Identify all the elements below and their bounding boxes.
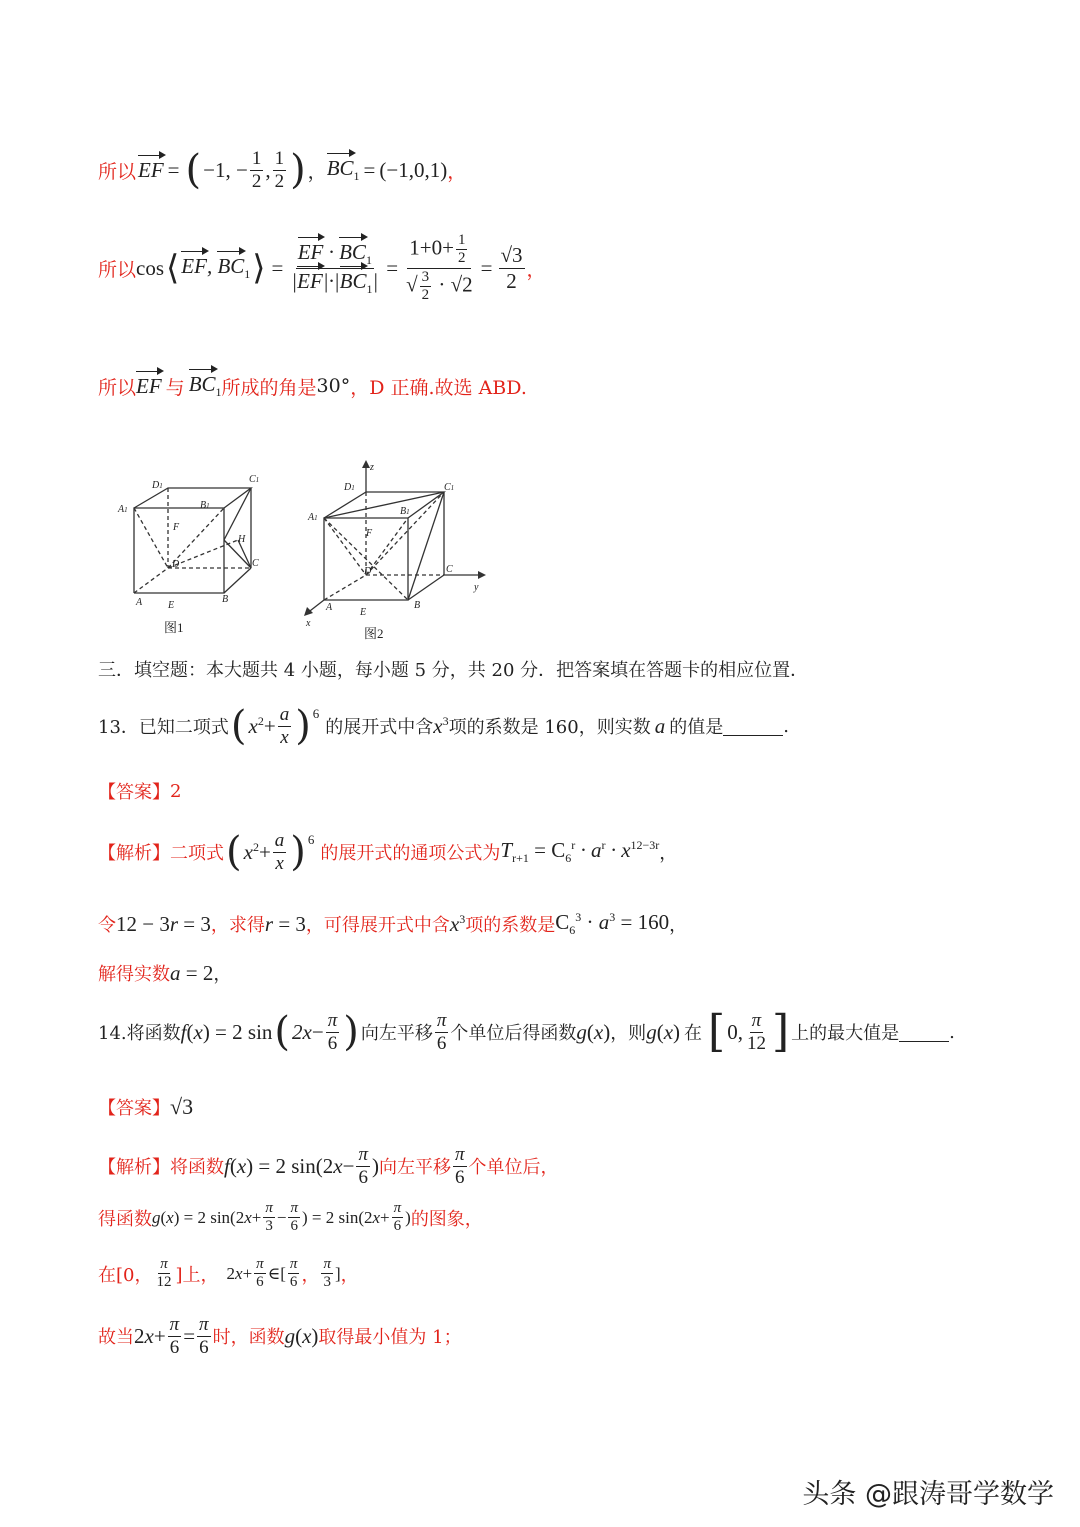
answer-label: 【答案】	[98, 782, 170, 803]
q13-analysis-3: 解得实数 a = 2 ，	[98, 960, 232, 985]
q14-mid3: ，则	[610, 1023, 647, 1045]
svg-text:D1: D1	[152, 480, 163, 491]
svg-text:C1: C1	[249, 474, 260, 485]
text-prefix: 所以	[98, 258, 137, 281]
figure-1	[134, 488, 251, 593]
analysis-text: 项的系数是	[465, 915, 556, 937]
analysis-text: 个单位后，	[468, 1157, 559, 1179]
q14-analysis-4: 故当 2x+ $\frac{\pi}{6}$ = $\frac{\pi}{6}$ 时，函数 g(x) 取得最小值为 1；	[98, 1314, 462, 1358]
q14-tail: 上的最大值是	[791, 1023, 900, 1045]
vector-ef: EF	[138, 157, 164, 182]
analysis-text: 得函数	[98, 1208, 152, 1230]
svg-text:C: C	[446, 564, 453, 575]
svg-text:E: E	[360, 607, 367, 618]
answer-blank	[723, 717, 783, 736]
section-3-text: 三．填空题：本大题共 4 小题，每小题 5 分，共 20 分．把答案填在答题卡的相应位置．	[98, 660, 809, 681]
analysis-text: ]上，	[175, 1264, 219, 1286]
analysis-text: 时，函数	[212, 1327, 285, 1349]
q14-analysis-2: 得函数 g(x) = 2 sin(2x+ $\frac{\pi}{3}$ − $\frac{\pi}{6}$ ) = 2 sin(2x+ $\frac{\pi}{6}$ ) 的图象，	[98, 1200, 483, 1235]
line-angle-conclusion: 所以 EF 与 $BC_1$ 所成的角是 30° ，D 正确.故选 ABD.	[98, 372, 527, 400]
cube-figures	[108, 460, 508, 650]
q13-mid2: 项的系数是 160，则实数	[448, 717, 651, 739]
svg-text:C1: C1	[444, 482, 455, 493]
svg-text:D: D	[364, 566, 372, 577]
q13-analysis-2: 令 12 − 3r = 3 ，求得 r = 3 ，可得展开式中含 $x^3$ 项的系数是 $C_6^3 \cdot a^3 = 160$ ，	[98, 910, 688, 938]
figure-2	[306, 462, 483, 614]
analysis-text: 二项式	[170, 843, 224, 865]
angle-value: 30°	[316, 375, 351, 398]
svg-text:z: z	[370, 462, 374, 473]
svg-text:y: y	[474, 582, 479, 593]
svg-text:B: B	[222, 594, 229, 605]
vector-bc1-value: (−1,0,1)	[379, 157, 448, 182]
answer-blank	[899, 1023, 949, 1042]
analysis-text: 的图象，	[410, 1208, 483, 1230]
answer-label: 【答案】	[98, 1098, 170, 1119]
footer-watermark: 头条 @跟涛哥学数学	[802, 1479, 1054, 1510]
svg-text:F: F	[366, 528, 373, 539]
q14-mid: 向左平移	[360, 1023, 433, 1045]
section-3-header	[98, 656, 808, 682]
svg-text:A: A	[326, 602, 333, 613]
svg-text:D1: D1	[344, 482, 355, 493]
svg-text:D: D	[172, 559, 180, 570]
svg-text:A: A	[136, 597, 143, 608]
svg-text:A1: A1	[118, 504, 128, 515]
figure-2-caption: 图2	[364, 626, 384, 641]
text-prefix: 所以	[98, 376, 137, 399]
analysis-text: 解得实数	[98, 964, 170, 985]
line-cos-angle: 所以 cos ⟨ EF, $BC_1$ ⟩ = $\frac{EF \cdot BC_1}{|EF|\cdot|BC_1|}$ = 1+0+ $\frac{1}{2}$ √ $\frac{3}{2}$ · √2 = $\frac{√3}{2}$ ，	[98, 232, 546, 303]
analysis-text: ，可得展开式中含	[305, 915, 450, 937]
q13-number: 13．已知二项式	[98, 717, 229, 739]
analysis-text: 故当	[98, 1327, 134, 1349]
svg-text:C: C	[252, 558, 259, 569]
analysis-text: 的展开式的通项公式为	[320, 843, 501, 865]
analysis-text: 将函数	[170, 1157, 224, 1179]
cos-symbol: cos	[136, 255, 165, 280]
q13-analysis-1: 【解析】 二项式 ( $x^2+$ $\frac{a}{x}$ ) 6 的展开式的通项公式为 $T_{r+1} = C_6^r \cdot a^r \cdot x^{12-3r}$ ，	[98, 829, 678, 876]
q14-analysis-3: 在[0， $\frac{\pi}{12}$ ]上， 2x+ $\frac{\pi}{6}$ ∈[ $\frac{\pi}{6}$ ， $\frac{\pi}{3}$ ] ，	[98, 1256, 359, 1291]
text-conclusion: ，D 正确.故选 ABD.	[350, 376, 527, 399]
question-14: 14.将函数 f(x) = 2 sin ( 2x− $\frac{\pi}{6}$ ) 向左平移 $\frac{\pi}{6}$ 个单位后得函数 g(x) ，则 g(x) 在 [ 0, $\frac{\pi}{12}$ ] 上的最大值是 .	[98, 1006, 955, 1058]
text-and: 与	[165, 376, 185, 399]
q14-analysis-1: 【解析】 将函数 f(x) = 2 sin(2x− $\frac{\pi}{6}$ ) 向左平移 $\frac{\pi}{6}$ 个单位后，	[98, 1144, 559, 1188]
q14-number: 14.将函数	[98, 1023, 181, 1045]
analysis-text: 令	[98, 915, 116, 937]
q14-answer: 【答案】 √3	[98, 1094, 194, 1119]
vector-bc1: BC	[326, 156, 354, 181]
svg-text:B1: B1	[400, 506, 410, 517]
svg-text:F: F	[173, 522, 180, 533]
q14-mid2: 个单位后得函数	[450, 1023, 577, 1045]
q13-answer	[98, 778, 181, 804]
svg-text:B1: B1	[200, 500, 210, 511]
svg-text:A1: A1	[308, 512, 318, 523]
svg-text:x: x	[306, 618, 311, 629]
analysis-label: 【解析】	[98, 1157, 170, 1179]
text-prefix: 所以	[98, 160, 137, 183]
analysis-text: ，求得	[210, 915, 265, 937]
figure-1-caption: 图1	[164, 620, 184, 635]
question-13: 13．已知二项式 ( $x^2+$ $\frac{a}{x}$ ) 6 的展开式中含 $x^3$ 项的系数是 160，则实数 a 的值是 .	[98, 703, 789, 750]
line-ef-bc-vectors: 所以 EF = ( −1, − $\frac{1}{2}$ , $\frac{1}{2}$ ) ， $BC_1$ = (−1,0,1) ，	[98, 147, 467, 194]
q13-tail: 的值是	[669, 717, 724, 739]
svg-text:E: E	[168, 600, 175, 611]
analysis-text: 在[0，	[98, 1264, 153, 1286]
analysis-text: 取得最小值为 1；	[318, 1327, 462, 1349]
analysis-text: 向左平移	[378, 1157, 451, 1179]
analysis-label: 【解析】	[98, 843, 170, 865]
svg-text:B: B	[414, 600, 421, 611]
var-a: a	[654, 713, 666, 738]
text-angle: 所成的角是	[221, 376, 317, 399]
q14-mid4: 在	[684, 1023, 703, 1045]
answer-value: 2	[170, 780, 182, 802]
q13-mid: 的展开式中含	[325, 717, 434, 739]
svg-text:H: H	[238, 534, 246, 545]
